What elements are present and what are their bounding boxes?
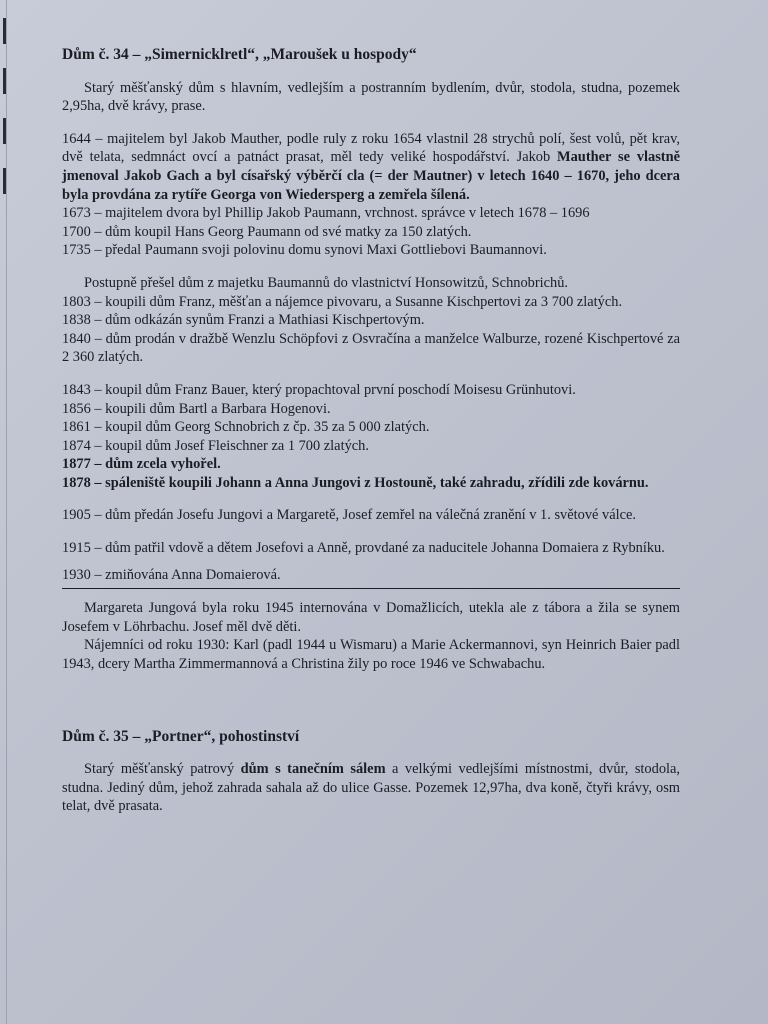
- entry-1735: 1735 – předal Paumann svoji polovinu domu synovi Maxi Gottliebovi Baumannovi.: [62, 242, 547, 259]
- house-34-intro: Starý měšťanský dům s hlavním, vedlejším a postranním bydlením, dvůr, stodola, studna, pozemek 2,95ha, dvě krávy, prase.: [62, 79, 680, 115]
- entry-1673: 1673 – majitelem dvora byl Phillip Jakob Paumann, vrchnost. správce v letech 1678 – 1696: [62, 205, 590, 222]
- entry-1930: 1930 – zmiňována Anna Domaierová.: [62, 566, 281, 583]
- entry-1905: 1905 – dům předán Josefu Jungovi a Margaretě, Josef zemřel na válečná zranění v 1. světové válce.: [62, 507, 636, 524]
- house-35-intro-rest: a velkými vedlejšími místnostmi, dvůr, stodola, studna. Jediný dům, jehož zahrada sahala až do ulice Gasse. Pozemek 12,97ha, dva koně, čtyři krávy, osm telat, dvě prasata.: [62, 761, 680, 815]
- entry-1843: 1843 – koupil dům Franz Bauer, který propachtoval první poschodí Moisesu Grünhutovi.: [62, 381, 576, 398]
- binding-mark: [3, 168, 6, 194]
- house-35-intro-bold: dům s tanečním sálem: [240, 761, 386, 778]
- entry-postupne: Postupně přešel dům z majetku Baumannů do vlastnictví Honsowitzů, Schnobrichů.: [84, 274, 569, 291]
- entry-1644: [62, 130, 680, 204]
- entry-1838: 1838 – dům odkázán synům Franzi a Mathiasi Kischpertovým.: [62, 312, 425, 329]
- margareta-paragraph: Margareta Jungová byla roku 1945 internována v Domažlicích, utekla ale z tábora a žila se synem Josefem v Löhrbachu. Josef měl dvě děti.: [62, 600, 680, 635]
- entry-1803: 1803 – koupili dům Franz, měšťan a nájemce pivovaru, a Susanne Kischpertovi za 3 700 zlatých.: [62, 293, 623, 310]
- entry-1856: 1856 – koupili dům Bartl a Barbara Hogenovi.: [62, 400, 331, 417]
- binding-mark: [3, 118, 6, 144]
- entry-1877: 1877 – dům zcela vyhořel.: [62, 456, 221, 473]
- binding-mark: [3, 18, 6, 44]
- section-divider: [62, 588, 680, 589]
- entry-1878: 1878 – spáleniště koupili Johann a Anna Jungovi z Hostouně, také zahradu, zřídili zde kovárnu.: [62, 474, 649, 491]
- entry-1644-bold: Mauther se vlastně jmenoval Jakob Gach a byl císařský výběrčí cla (= der Mautner) v letech 1640 – 1670, jeho dcera byla provdána za rytíře Georga von Wiedersperg a zemřela šílená.: [62, 149, 680, 203]
- entry-1861: 1861 – koupil dům Georg Schnobrich z čp. 35 za 5 000 zlatých.: [62, 419, 430, 436]
- najemnici-paragraph: Nájemníci od roku 1930: Karl (padl 1944 u Wismaru) a Marie Ackermannovi, syn Heinrich Baier padl 1943, dcery Martha Zimmermannová a Christina žily po roce 1946 ve Schwabachu.: [62, 637, 680, 673]
- house-35-intro: [62, 760, 680, 816]
- house-34-title: Dům č. 34 – „Simernicklretl“, „Maroušek u hospody“: [62, 46, 417, 63]
- binding-holes: [0, 0, 12, 1024]
- page-edge: [6, 0, 7, 1024]
- entry-1840: 1840 – dům prodán v dražbě Wenzlu Schöpfovi z Osvračína a manželce Walburze, rozené Kischpertové za 2 360 zlatých.: [62, 330, 680, 366]
- entry-1915: 1915 – dům patřil vdově a dětem Josefovi a Anně, provdané za naducitele Johanna Domaiera z Rybníku.: [62, 540, 665, 557]
- entry-1874: 1874 – koupil dům Josef Fleischner za 1 700 zlatých.: [62, 437, 369, 454]
- entry-1700: 1700 – dům koupil Hans Georg Paumann od své matky za 150 zlatých.: [62, 223, 472, 240]
- house-35-title: Dům č. 35 – „Portner“, pohostinství: [62, 727, 300, 745]
- binding-mark: [3, 68, 6, 94]
- entry-1644-text: 1644 – majitelem byl Jakob Mauther, podle ruly z roku 1654 vlastnil 28 strychů polí, šest volů, pět krav, dvě telata, sedmnáct ovcí a patnáct prasat, měl tedy veliké hospodářství. Jakob: [62, 130, 680, 166]
- house-35-intro-text: Starý měšťanský patrový: [84, 761, 241, 778]
- document-body: [62, 46, 680, 816]
